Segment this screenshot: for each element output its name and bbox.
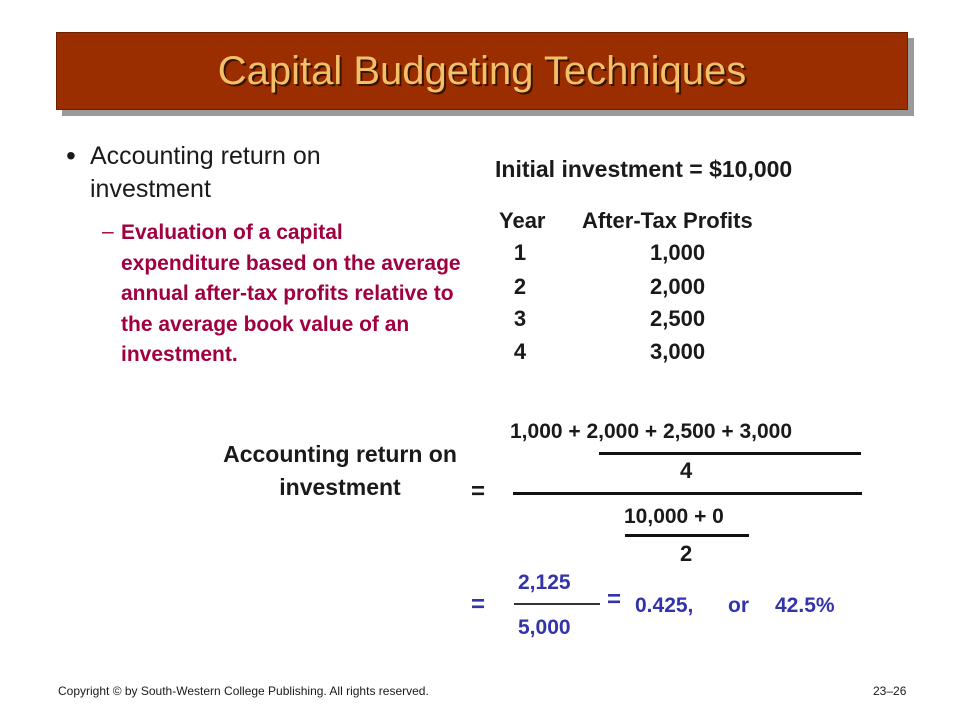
- main-fraction-line: [513, 492, 862, 495]
- bullet-icon: •: [66, 140, 76, 171]
- slide-title: Capital Budgeting Techniques: [217, 48, 747, 93]
- equals-sign: =: [471, 591, 486, 618]
- table-cell-year: 3: [513, 306, 527, 331]
- result-value: 0.425,: [635, 594, 694, 617]
- table-header-profits: After-Tax Profits: [582, 208, 753, 233]
- result-fraction-line: [514, 603, 600, 605]
- formula-label: Accounting return on investment: [223, 441, 457, 500]
- result-percent: 42.5%: [775, 594, 835, 617]
- result-or: or: [728, 594, 749, 617]
- result-denominator: 5,000: [518, 616, 571, 639]
- fraction-line: [625, 534, 749, 537]
- table-cell-profit: 3,000: [650, 339, 706, 364]
- numerator-divisor: 4: [680, 458, 693, 483]
- numerator-sum: 1,000 + 2,000 + 2,500 + 3,000: [510, 420, 793, 443]
- table-cell-year: 4: [513, 339, 527, 364]
- sub-bullet-text: Evaluation of a capital expenditure based on the average annual after-tax profits relative to the average book value of an investment.: [121, 221, 461, 366]
- page-number: 23–26: [873, 684, 907, 698]
- table-cell-profit: 2,000: [650, 274, 706, 299]
- table-cell-year: 2: [513, 274, 527, 299]
- denominator-sum: 10,000 + 0: [624, 505, 724, 528]
- dash-icon: –: [102, 220, 114, 243]
- table-cell-year: 1: [513, 240, 527, 265]
- fraction-line: [599, 452, 861, 455]
- equals-sign: =: [607, 586, 622, 613]
- title-bar: [56, 32, 908, 110]
- table-cell-profit: 1,000: [650, 240, 706, 265]
- denominator-divisor: 2: [680, 541, 693, 566]
- table-header-year: Year: [499, 208, 546, 233]
- initial-investment: Initial investment = $10,000: [495, 156, 793, 182]
- bullet-text: Accounting return on investment: [90, 142, 321, 203]
- result-numerator: 2,125: [518, 571, 571, 594]
- copyright-footer: Copyright © by South-Western College Publishing. All rights reserved.: [58, 684, 429, 698]
- table-cell-profit: 2,500: [650, 306, 706, 331]
- equals-sign: =: [471, 478, 486, 505]
